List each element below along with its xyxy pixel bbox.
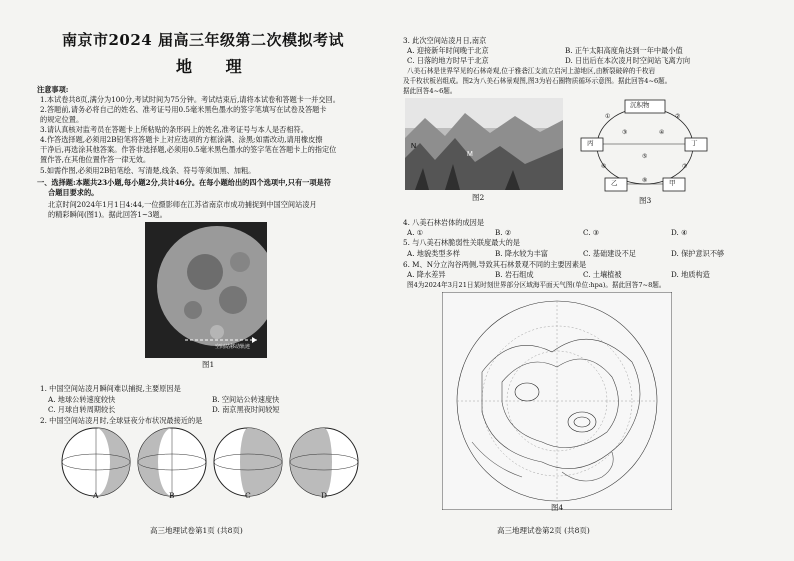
intro-text: 八美石林是世界罕见的石林奇观,位于雅砻江支流立启河上游地区,由断裂破碎的千枚岩 bbox=[407, 67, 656, 75]
intro-text: 北京时间2024年1月1日4:44,一位摄影师在江苏省南京市成功捕捉到中国空间站凌月 bbox=[48, 200, 317, 209]
fig3-caption: 图3 bbox=[639, 196, 652, 205]
question-2: 2. 中国空间站凌月时,全球昼夜分布状况最接近的是 bbox=[40, 416, 203, 425]
q3-option-c[interactable]: C. 日落的地方时早于北京 bbox=[407, 56, 489, 65]
question-3: 3. 此次空间站凌月日,南京 bbox=[403, 36, 487, 45]
q6-option-b[interactable]: B. 岩石组成 bbox=[495, 270, 534, 279]
q4-option-a[interactable]: A. ① bbox=[407, 228, 424, 237]
svg-text:M: M bbox=[467, 151, 473, 158]
exam-page-2 bbox=[397, 0, 794, 561]
notice-line: 的规定位置。 bbox=[40, 115, 84, 124]
question-1: 1. 中国空间站凌月瞬间难以捕捉,主要原因是 bbox=[40, 384, 181, 393]
globe-options-figure bbox=[60, 426, 360, 498]
notice-line: 干净后,再选涂其他答案。作答非选择题,必须用0.5毫米黑色墨水的签字笔在答题卡上的指定位 bbox=[40, 145, 337, 154]
fig3-arrow-label: ⑥ bbox=[601, 163, 607, 170]
fig3-arrow-label: ⑧ bbox=[642, 177, 648, 184]
exam-title: 南京市2024 届高三年级第二次模拟考试 bbox=[62, 31, 344, 49]
fig3-arrow-label: ① bbox=[605, 113, 611, 120]
svg-text:N: N bbox=[411, 143, 417, 150]
q4-option-d[interactable]: D. ④ bbox=[671, 228, 688, 237]
weather-map-figure bbox=[442, 292, 672, 510]
fig3-arrow-label: ③ bbox=[622, 129, 628, 136]
globe-label-c: C bbox=[245, 491, 251, 500]
notice-line: 2.答题前,请务必将自己的姓名、准考证号用0.5毫米黑色墨水的签字笔填写在试卷及答题卡 bbox=[40, 105, 327, 114]
fig3-node-label: 丙 bbox=[587, 139, 594, 147]
globe-label-a: A bbox=[93, 491, 99, 500]
notice-line: 5.如需作图,必须用2B铅笔绘、写清楚,线条、符号等须加黑、加粗。 bbox=[40, 166, 256, 175]
q4-option-c[interactable]: C. ③ bbox=[583, 228, 600, 237]
q5-option-d[interactable]: D. 保护意识不够 bbox=[671, 249, 725, 258]
section-heading: 一、选择题:本题共23小题,每小题2分,共计46分。在每小题给出的四个选项中,只有一项是符 bbox=[37, 178, 331, 187]
notice-line: 3.请认真核对监考员在答题卡上所粘贴的条形码上的姓名,准考证号与本人是否相符。 bbox=[40, 125, 308, 134]
question-5: 5. 与八美石林脆弱性关联度最大的是 bbox=[403, 238, 520, 247]
fig3-arrow-label: ⑦ bbox=[682, 163, 688, 170]
q5-option-b[interactable]: B. 降水较为丰富 bbox=[495, 249, 548, 258]
page-footer: 高三地理试卷第2页 (共8页) bbox=[497, 526, 590, 535]
q5-option-a[interactable]: A. 地貌类型多样 bbox=[407, 249, 460, 258]
fig3-arrow-label: ⑤ bbox=[642, 153, 648, 160]
q5-option-c[interactable]: C. 基础建设不足 bbox=[583, 249, 636, 258]
globe-a[interactable] bbox=[62, 428, 130, 496]
page-footer: 高三地理试卷第1页 (共8页) bbox=[150, 526, 243, 535]
q6-option-a[interactable]: A. 降水差异 bbox=[407, 270, 446, 279]
notice-line: 置作答,在其他位置作答一律无效。 bbox=[40, 155, 151, 164]
fig3-arrow-label: ② bbox=[675, 113, 681, 120]
fig3-node-label: 丁 bbox=[691, 139, 698, 147]
q1-option-d[interactable]: D. 南京黑夜时间较短 bbox=[212, 405, 280, 414]
intro-text: 据此回答4~6题。 bbox=[403, 87, 457, 95]
moon-photo bbox=[145, 222, 267, 358]
question-6: 6. M、N分立沟谷两侧,导致其石林景观不同的主要因素是 bbox=[403, 260, 587, 269]
fig1-legend: 空间站移动轨迹 bbox=[215, 344, 251, 350]
globe-label-b: B bbox=[169, 491, 175, 500]
q1-option-a[interactable]: A. 地球公转速度较快 bbox=[48, 395, 116, 404]
intro-text: 图4为2024年3月21日某时刻世界部分区域海平面天气图(单位:hpa)。据此回答7~8题。 bbox=[407, 281, 666, 289]
fig3-node-label: 甲 bbox=[669, 179, 676, 187]
fig4-caption: 图4 bbox=[551, 503, 564, 512]
intro-text: 及千枚状板岩组成。图2为八美石林景观图,图3为岩石圈物质循环示意图。据此回答4~6题。 bbox=[403, 77, 672, 85]
globe-b[interactable] bbox=[138, 428, 206, 496]
q4-option-b[interactable]: B. ② bbox=[495, 228, 512, 237]
notice-line: 4.作答选择题,必须用2B铅笔将答题卡上对应选项的方框涂满、涂黑;如需改动,请用橡皮擦 bbox=[40, 135, 323, 144]
q6-option-c[interactable]: C. 土壤植被 bbox=[583, 270, 622, 279]
question-4: 4. 八美石林岩体的成因是 bbox=[403, 218, 485, 227]
globe-label-d: D bbox=[321, 491, 328, 500]
fig3-node-label: 沉积物 bbox=[630, 101, 650, 109]
q3-option-b[interactable]: B. 正午太阳高度角达到一年中最小值 bbox=[565, 46, 683, 55]
fig1-caption: 图1 bbox=[202, 360, 215, 369]
intro-text: 的精彩瞬间(图1)。据此回答1~3题。 bbox=[48, 210, 167, 219]
q3-option-a[interactable]: A. 迎接新年时间晚于北京 bbox=[407, 46, 489, 55]
shilin-landscape-photo bbox=[405, 98, 563, 190]
q1-option-b[interactable]: B. 空间站公转速度快 bbox=[212, 395, 280, 404]
q3-option-d[interactable]: D. 日出后在本次凌月时空间站飞离方向 bbox=[565, 56, 691, 65]
fig3-node-label: 乙 bbox=[611, 179, 618, 187]
section-heading-cont: 合题目要求的。 bbox=[48, 188, 99, 197]
notice-title: 注意事项: bbox=[37, 85, 69, 94]
q6-option-d[interactable]: D. 地质构造 bbox=[671, 270, 710, 279]
notice-line: 1.本试卷共8页,满分为100分,考试时间为75分钟。考试结束后,请将本试卷和答题卡一并交回。 bbox=[40, 95, 340, 104]
globe-c[interactable] bbox=[214, 428, 282, 496]
fig2-caption: 图2 bbox=[472, 193, 485, 202]
fig3-arrow-label: ④ bbox=[659, 129, 665, 136]
q1-option-c[interactable]: C. 月球自转周期较长 bbox=[48, 405, 116, 414]
subject-title: 地 理 bbox=[176, 57, 256, 76]
globe-d[interactable] bbox=[290, 428, 358, 496]
